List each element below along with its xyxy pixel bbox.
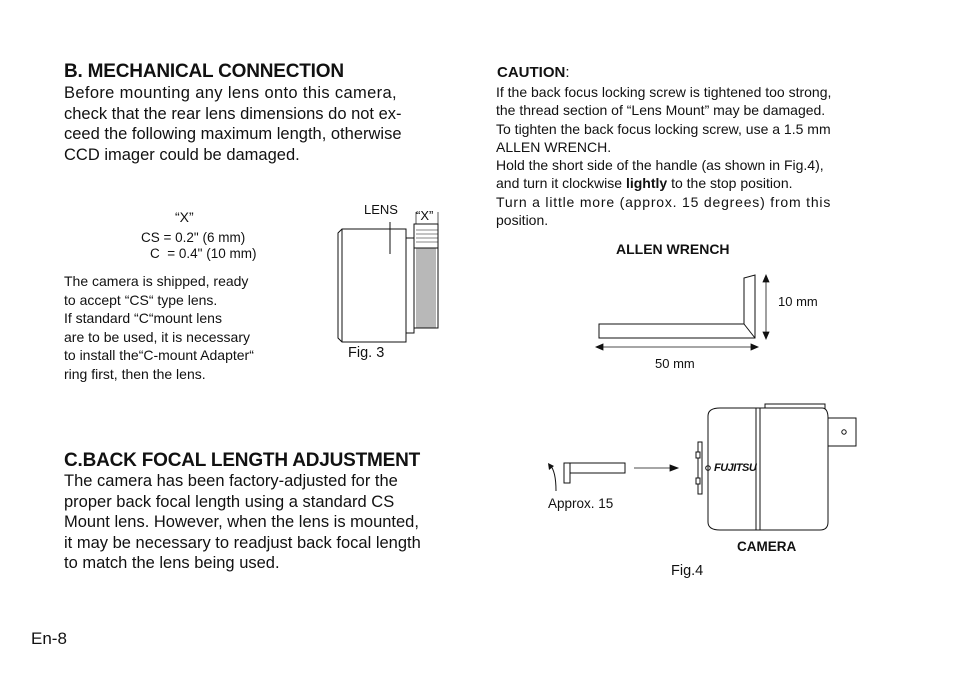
section-b-line: CCD imager could be damaged. (64, 145, 300, 164)
camera-label: CAMERA (737, 539, 797, 554)
page-number: En-8 (31, 629, 67, 648)
section-c-heading: C.BACK FOCAL LENGTH ADJUSTMENT (64, 450, 421, 471)
dim-x-label: “X” (175, 209, 194, 225)
dim-cs: CS = 0.2" (6 mm) (141, 230, 246, 245)
fig4-approx-label: Approx. 15 (548, 496, 614, 511)
section-c-line: it may be necessary to readjust back focal length (64, 533, 421, 552)
section-b-line: check that the rear lens dimensions do not ex- (64, 104, 402, 123)
section-b-body (64, 83, 464, 165)
dim-c: C = 0.4" (10 mm) (150, 246, 257, 261)
caution-heading (497, 64, 570, 81)
note-line: ring first, then the lens. (64, 365, 206, 382)
section-b-line: Before mounting any lens onto this camera, (64, 84, 397, 102)
turn-post: to the stop position. (667, 175, 793, 192)
section-c-body (64, 471, 464, 574)
caution-line: the thread section of “Lens Mount” may be damaged. (496, 102, 826, 119)
allen-wrench-drawing (590, 268, 840, 368)
shipping-note (64, 272, 254, 383)
fig4-wrench-drawing (540, 455, 690, 500)
fig3-caption: Fig. 3 (348, 345, 385, 361)
section-c-line: to match the lens being used. (64, 554, 280, 572)
section-c-line: proper back focal length using a standard CS (64, 492, 395, 511)
caution-colon: : (565, 64, 570, 81)
section-b-line: ceed the following maximum length, otherwise (64, 125, 402, 143)
section-c-line: The camera has been factory-adjusted for the (64, 472, 398, 490)
turn-pre: and turn it clockwise (496, 175, 626, 192)
brand-logo: FUJITSU (714, 462, 757, 474)
fig3-x-label: “X” (416, 208, 434, 223)
allen-wrench-title: ALLEN WRENCH (616, 241, 730, 257)
wrench-dim-short: 10 mm (778, 294, 818, 309)
turn-bold: lightly (625, 175, 668, 192)
caution-title: CAUTION (497, 64, 566, 81)
caution-line: If the back focus locking screw is tightened too strong, (496, 84, 832, 100)
fig3-lens-label: LENS (364, 202, 398, 217)
caution-line: Turn a little more (approx. 15 degrees) from this (496, 193, 832, 210)
caution-line: position. (496, 212, 549, 229)
note-line: If standard “C“mount lens (64, 310, 222, 326)
section-c-line: Mount lens. However, when the lens is mounted, (64, 513, 419, 531)
caution-line: Hold the short side of the handle (as shown in Fig.4), (496, 157, 824, 174)
note-line: are to be used, it is necessary (64, 328, 250, 345)
caution-line: ALLEN WRENCH. (496, 138, 612, 155)
section-b-heading: B. MECHANICAL CONNECTION (64, 61, 344, 82)
fig4-caption: Fig.4 (671, 563, 704, 579)
note-line: to accept “CS“ type lens. (64, 291, 218, 308)
caution-body (496, 83, 896, 229)
note-line: to install the“C-mount Adapter“ (64, 347, 254, 363)
note-line: The camera is shipped, ready (64, 273, 249, 289)
caution-line: To tighten the back focus locking screw, use a 1.5 mm (496, 120, 831, 137)
caution-line-turn (496, 174, 896, 192)
wrench-dim-long: 50 mm (655, 356, 695, 371)
